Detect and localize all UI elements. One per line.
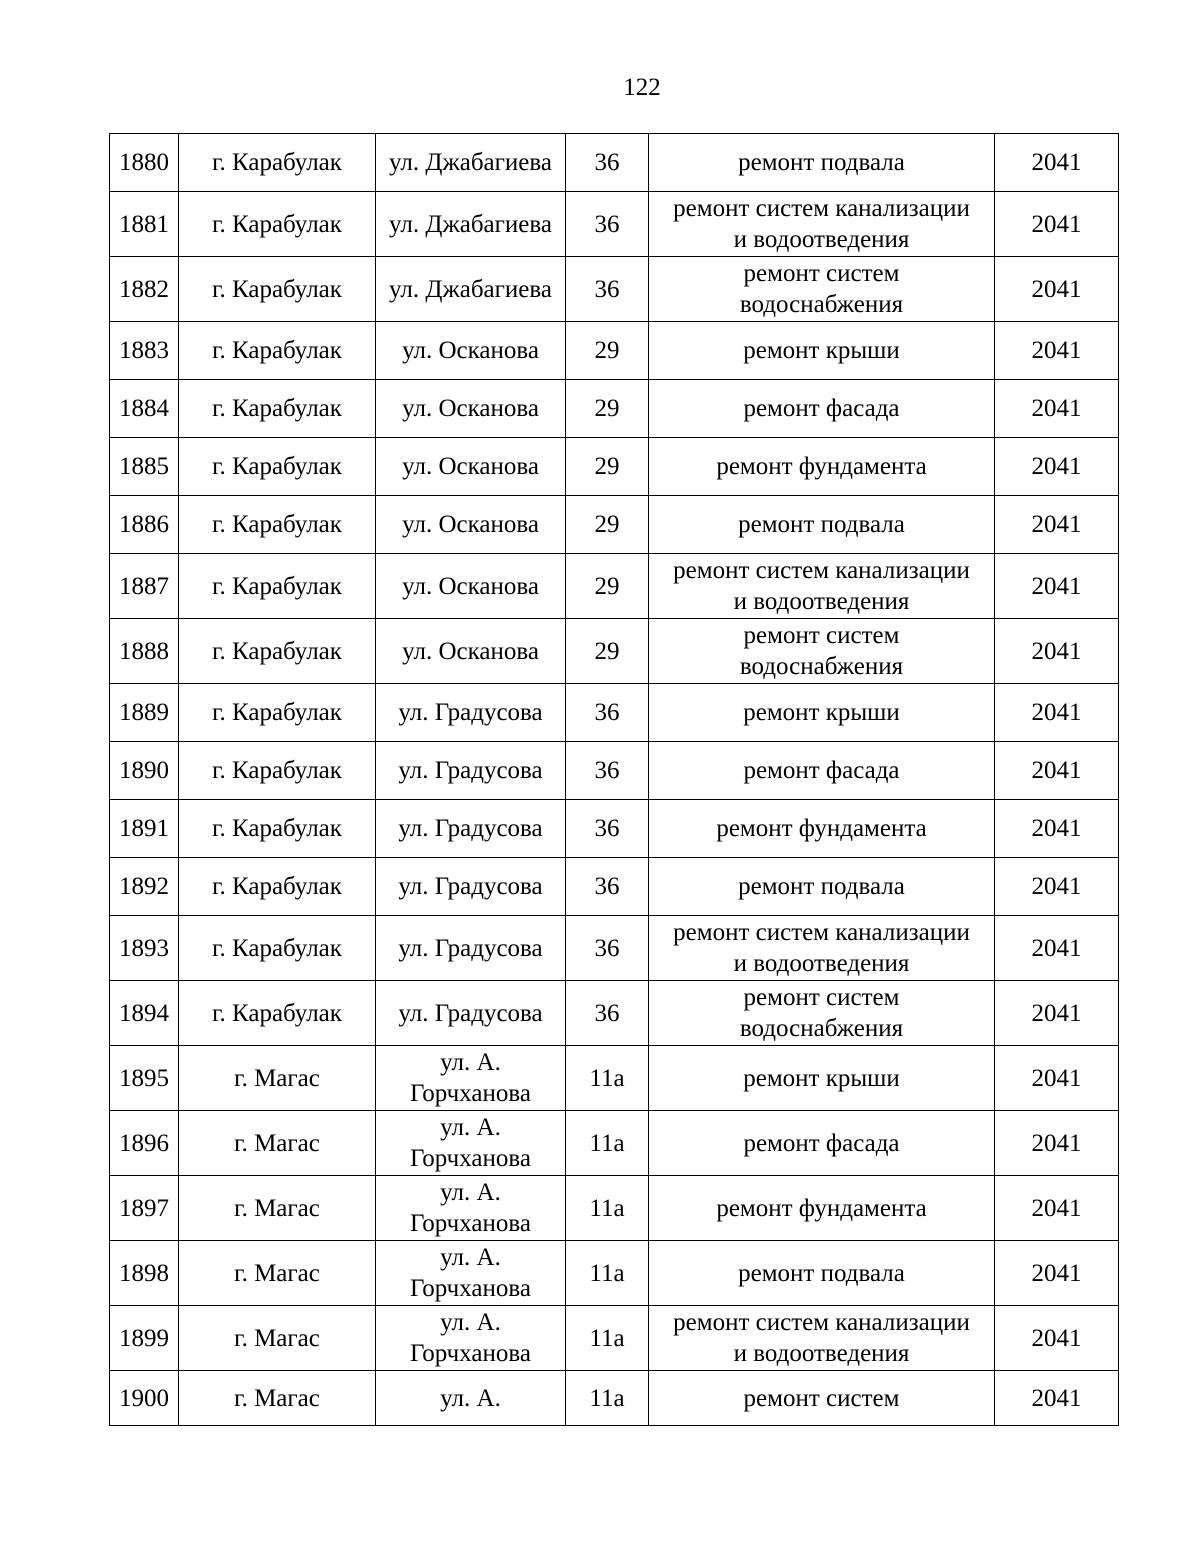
street-cell-line: ул. Градусова [398, 699, 543, 726]
register-table [109, 133, 1119, 1426]
work-type-cell [649, 916, 995, 981]
work-type-cell-line: водоснабжения [739, 291, 904, 318]
work-type-cell-line: ремонт фундамента [716, 1194, 927, 1222]
street-cell-line: ул. Осканова [402, 572, 539, 600]
table-row [110, 380, 1119, 438]
work-type-cell-line: водоснабжения [739, 1015, 904, 1042]
row-number-cell: 1895 [110, 1046, 179, 1111]
work-type-cell [649, 1176, 995, 1241]
row-number-cell: 1884 [110, 380, 179, 438]
street-cell-line: ул. Осканова [402, 453, 539, 480]
table-row [110, 684, 1119, 742]
street-cell-line: ул. Градусова [398, 815, 543, 842]
table-row [110, 619, 1119, 684]
street-cell-line: Горчханова [410, 1210, 531, 1237]
table-row [110, 1306, 1119, 1371]
work-type-cell-line: ремонт подвала [738, 149, 905, 176]
city-cell: г. Карабулак [179, 619, 376, 684]
year-cell: 2041 [995, 619, 1119, 684]
row-number-cell: 1883 [110, 322, 179, 380]
year-cell: 2041 [995, 1241, 1119, 1306]
work-type-cell-line: ремонт систем канализации [673, 919, 970, 946]
work-type-cell [649, 257, 995, 322]
street-cell-line: ул. Градусова [398, 757, 543, 784]
street-cell [376, 1306, 566, 1371]
street-cell [376, 800, 566, 858]
city-cell: г. Карабулак [179, 858, 376, 916]
table-row [110, 858, 1119, 916]
city-cell: г. Карабулак [179, 742, 376, 800]
street-cell-line: ул. Осканова [402, 511, 539, 538]
house-cell: 36 [566, 257, 649, 322]
table-row [110, 134, 1119, 192]
table-row [110, 1371, 1119, 1426]
street-cell [376, 742, 566, 800]
work-type-cell-line: ремонт подвала [738, 1259, 905, 1287]
year-cell: 2041 [995, 1371, 1119, 1426]
street-cell [376, 1371, 566, 1426]
work-type-cell-line: ремонт систем [743, 1384, 900, 1412]
street-cell-line: ул. Джабагиева [389, 149, 552, 176]
year-cell: 2041 [995, 800, 1119, 858]
street-cell [376, 1241, 566, 1306]
house-cell: 11а [566, 1176, 649, 1241]
street-cell-line: ул. Градусова [398, 873, 543, 900]
work-type-cell-line: и водоотведения [733, 950, 910, 977]
street-cell-line: ул. А. [440, 1384, 501, 1412]
street-cell-line: ул. Градусова [398, 999, 543, 1027]
house-cell: 29 [566, 438, 649, 496]
work-type-cell [649, 1306, 995, 1371]
house-cell: 36 [566, 192, 649, 257]
city-cell: г. Карабулак [179, 192, 376, 257]
work-type-cell-line: ремонт подвала [738, 873, 905, 900]
house-cell: 36 [566, 742, 649, 800]
work-type-cell-line: ремонт крыши [743, 1064, 900, 1092]
city-cell: г. Магас [179, 1111, 376, 1176]
row-number-cell: 1886 [110, 496, 179, 554]
row-number-cell: 1888 [110, 619, 179, 684]
table-body [110, 134, 1119, 1426]
city-cell: г. Магас [179, 1371, 376, 1426]
work-type-cell-line: ремонт систем [743, 984, 900, 1011]
row-number-cell: 1887 [110, 554, 179, 619]
house-cell: 11а [566, 1241, 649, 1306]
table-row [110, 554, 1119, 619]
street-cell-line: Горчханова [410, 1145, 531, 1172]
row-number-cell: 1892 [110, 858, 179, 916]
work-type-cell-line: ремонт крыши [743, 699, 900, 726]
work-type-cell-line: ремонт фасада [743, 395, 900, 422]
street-cell-line: ул. Градусова [398, 934, 543, 962]
year-cell: 2041 [995, 742, 1119, 800]
row-number-cell: 1882 [110, 257, 179, 322]
work-type-cell-line: ремонт подвала [738, 511, 905, 538]
street-cell [376, 858, 566, 916]
city-cell: г. Карабулак [179, 554, 376, 619]
street-cell [376, 684, 566, 742]
work-type-cell [649, 554, 995, 619]
year-cell: 2041 [995, 981, 1119, 1046]
year-cell: 2041 [995, 257, 1119, 322]
city-cell: г. Карабулак [179, 134, 376, 192]
work-type-cell [649, 684, 995, 742]
work-type-cell-line: ремонт систем канализации [673, 557, 970, 584]
row-number-cell: 1894 [110, 981, 179, 1046]
street-cell-line: ул. Джабагиева [389, 275, 552, 303]
row-number-cell: 1899 [110, 1306, 179, 1371]
house-cell: 36 [566, 981, 649, 1046]
city-cell: г. Карабулак [179, 438, 376, 496]
work-type-cell-line: ремонт фундамента [716, 453, 927, 480]
city-cell: г. Карабулак [179, 916, 376, 981]
street-cell [376, 380, 566, 438]
street-cell-line: Горчханова [410, 1275, 531, 1302]
street-cell [376, 322, 566, 380]
work-type-cell [649, 619, 995, 684]
work-type-cell [649, 1046, 995, 1111]
year-cell: 2041 [995, 554, 1119, 619]
year-cell: 2041 [995, 1306, 1119, 1371]
year-cell: 2041 [995, 916, 1119, 981]
row-number-cell: 1896 [110, 1111, 179, 1176]
year-cell: 2041 [995, 192, 1119, 257]
city-cell: г. Магас [179, 1046, 376, 1111]
work-type-cell [649, 192, 995, 257]
table-row [110, 916, 1119, 981]
table-row [110, 496, 1119, 554]
table-row [110, 742, 1119, 800]
work-type-cell-line: ремонт крыши [743, 337, 900, 364]
table-row [110, 1176, 1119, 1241]
street-cell [376, 496, 566, 554]
street-cell-line: ул. А. [440, 1179, 501, 1206]
city-cell: г. Магас [179, 1176, 376, 1241]
year-cell: 2041 [995, 684, 1119, 742]
city-cell: г. Карабулак [179, 800, 376, 858]
row-number-cell: 1893 [110, 916, 179, 981]
table-row [110, 1046, 1119, 1111]
house-cell: 11а [566, 1371, 649, 1426]
year-cell: 2041 [995, 1046, 1119, 1111]
table-row [110, 257, 1119, 322]
street-cell [376, 981, 566, 1046]
row-number-cell: 1881 [110, 192, 179, 257]
page-number: 122 [623, 74, 661, 101]
city-cell: г. Карабулак [179, 322, 376, 380]
row-number-cell: 1898 [110, 1241, 179, 1306]
work-type-cell-line: ремонт систем [743, 260, 900, 287]
house-cell: 29 [566, 619, 649, 684]
work-type-cell [649, 800, 995, 858]
row-number-cell: 1889 [110, 684, 179, 742]
work-type-cell-line: водоснабжения [739, 653, 904, 680]
house-cell: 29 [566, 322, 649, 380]
street-cell-line: ул. Осканова [402, 395, 539, 422]
year-cell: 2041 [995, 496, 1119, 554]
work-type-cell [649, 380, 995, 438]
street-cell-line: ул. Осканова [402, 337, 539, 364]
city-cell: г. Магас [179, 1241, 376, 1306]
table-row [110, 322, 1119, 380]
street-cell-line: ул. Джабагиева [389, 210, 552, 238]
table-row [110, 438, 1119, 496]
house-cell: 36 [566, 134, 649, 192]
street-cell-line: ул. А. [440, 1244, 501, 1271]
table-row [110, 981, 1119, 1046]
work-type-cell-line: ремонт систем [743, 622, 900, 649]
work-type-cell [649, 496, 995, 554]
street-cell [376, 916, 566, 981]
house-cell: 29 [566, 380, 649, 438]
street-cell [376, 554, 566, 619]
work-type-cell-line: ремонт фундамента [716, 815, 927, 842]
table-row [110, 1111, 1119, 1176]
year-cell: 2041 [995, 1111, 1119, 1176]
table-row [110, 1241, 1119, 1306]
street-cell [376, 257, 566, 322]
year-cell: 2041 [995, 134, 1119, 192]
city-cell: г. Карабулак [179, 684, 376, 742]
row-number-cell: 1897 [110, 1176, 179, 1241]
city-cell: г. Карабулак [179, 496, 376, 554]
work-type-cell-line: и водоотведения [733, 226, 910, 253]
row-number-cell: 1880 [110, 134, 179, 192]
work-type-cell [649, 438, 995, 496]
city-cell: г. Карабулак [179, 380, 376, 438]
city-cell: г. Карабулак [179, 981, 376, 1046]
row-number-cell: 1891 [110, 800, 179, 858]
street-cell [376, 619, 566, 684]
work-type-cell [649, 322, 995, 380]
street-cell [376, 1176, 566, 1241]
house-cell: 11а [566, 1046, 649, 1111]
city-cell: г. Магас [179, 1306, 376, 1371]
year-cell: 2041 [995, 322, 1119, 380]
house-cell: 36 [566, 858, 649, 916]
street-cell [376, 134, 566, 192]
row-number-cell: 1900 [110, 1371, 179, 1426]
street-cell-line: ул. А. [440, 1309, 501, 1336]
table-row [110, 800, 1119, 858]
work-type-cell-line: ремонт систем канализации [673, 195, 970, 222]
street-cell-line: ул. А. [440, 1114, 501, 1141]
year-cell: 2041 [995, 1176, 1119, 1241]
work-type-cell-line: и водоотведения [733, 1340, 910, 1367]
city-cell: г. Карабулак [179, 257, 376, 322]
year-cell: 2041 [995, 858, 1119, 916]
work-type-cell [649, 1111, 995, 1176]
work-type-cell [649, 858, 995, 916]
street-cell [376, 1111, 566, 1176]
street-cell [376, 438, 566, 496]
year-cell: 2041 [995, 438, 1119, 496]
house-cell: 36 [566, 800, 649, 858]
table-row [110, 192, 1119, 257]
street-cell [376, 192, 566, 257]
work-type-cell-line: и водоотведения [733, 588, 910, 615]
work-type-cell [649, 981, 995, 1046]
house-cell: 36 [566, 916, 649, 981]
work-type-cell [649, 742, 995, 800]
work-type-cell [649, 1371, 995, 1426]
row-number-cell: 1885 [110, 438, 179, 496]
work-type-cell-line: ремонт фасада [743, 1129, 900, 1157]
house-cell: 29 [566, 554, 649, 619]
row-number-cell: 1890 [110, 742, 179, 800]
work-type-cell-line: ремонт систем канализации [673, 1309, 970, 1336]
street-cell-line: ул. Осканова [402, 637, 539, 665]
house-cell: 11а [566, 1111, 649, 1176]
house-cell: 36 [566, 684, 649, 742]
house-cell: 29 [566, 496, 649, 554]
street-cell-line: Горчханова [410, 1340, 531, 1367]
house-cell: 11а [566, 1306, 649, 1371]
street-cell-line: Горчханова [410, 1080, 531, 1107]
street-cell [376, 1046, 566, 1111]
work-type-cell [649, 134, 995, 192]
year-cell: 2041 [995, 380, 1119, 438]
street-cell-line: ул. А. [440, 1049, 501, 1076]
work-type-cell [649, 1241, 995, 1306]
work-type-cell-line: ремонт фасада [743, 757, 900, 784]
